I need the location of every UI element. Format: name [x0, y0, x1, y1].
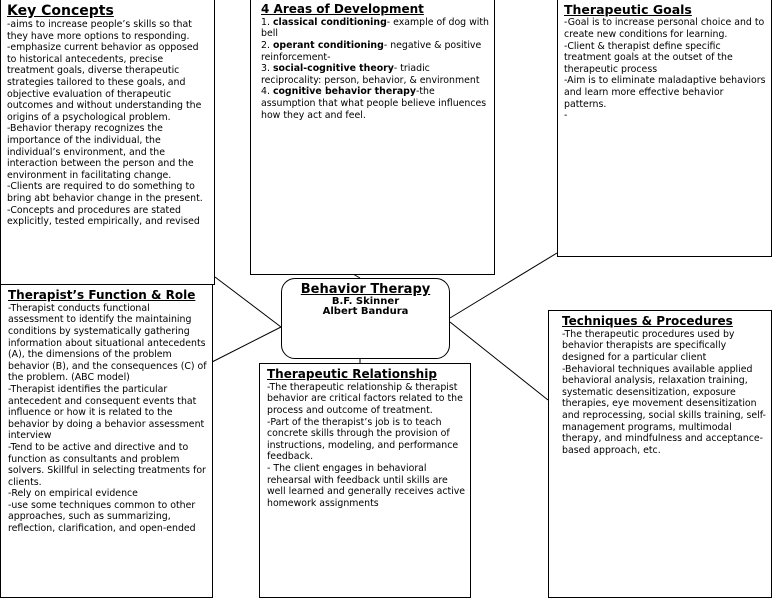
- areas-list: [261, 17, 490, 121]
- area-desc: - example of dog with bell: [261, 16, 489, 40]
- connector-line: [215, 277, 281, 327]
- center-title-box: [281, 278, 450, 359]
- area-term: operant conditioning: [272, 39, 384, 51]
- area-number: 1.: [261, 16, 273, 28]
- relationship-text: -The therapeutic relationship & therapist behavior are critical factors related to the process and outcome of treatment. -Part of the therapist’s job is to teach concrete skills through the provision of instructions, modeling, and performance feedback. - The client engages in behavioral rehearsal with feedback until skills are well learned and generally receives active homework assignments: [267, 381, 466, 509]
- area-term: classical conditioning: [272, 16, 387, 28]
- area-desc: - triadic reciprocality: person, behavior, & environment: [261, 63, 480, 86]
- center-author-1: B.F. Skinner: [331, 296, 400, 307]
- areas-box: [250, 0, 495, 275]
- center-author-2: Albert Bandura: [322, 306, 409, 317]
- area-item: [261, 17, 490, 40]
- area-desc: -the assumption that what people believe influences how they act and feel.: [261, 86, 487, 121]
- area-item: [261, 63, 490, 86]
- area-desc: - negative & positive reinforcement-: [261, 39, 482, 63]
- area-number: 3.: [261, 63, 273, 75]
- area-item: [261, 40, 490, 63]
- techniques-text: -The therapeutic procedures used by behavior therapists are specifically designed for a particular client -Behavioral techniques available applied behavioral analysis, relaxation training, systematic desensitization, exposure therapies, eye movement desensitization and reprocessing, social skills training, self-management programs, multimodal therapy, and mindfulness and acceptance-based approach, etc.: [562, 328, 766, 456]
- techniques-title: Techniques & Procedures: [562, 314, 733, 328]
- areas-title: 4 Areas of Development: [261, 2, 424, 16]
- area-term: cognitive behavior therapy: [272, 86, 416, 98]
- relationship-box: [259, 363, 471, 598]
- techniques-box: [548, 310, 772, 598]
- goals-box: [557, 0, 772, 257]
- area-number: 2.: [261, 39, 273, 51]
- function-role-box: [0, 284, 213, 598]
- key-concepts-text: -aims to increase people’s skills so that they have more options to responding. -emphasize current behavior as opposed to historical antecedents, precise treatment goals, diverse therapeutic strategies tailored to these goals, and objective evaluation of therapeutic outcomes and without understanding the origins of a psychological problem. -Behavior therapy recognizes the importance of the individual, the individual’s environment, and the interaction between the person and the environment in facilitating change. -Clients are required to do something to bring abt behavior change in the present. -Concepts and procedures are stated explicitly, tested empirically, and revised: [7, 19, 203, 228]
- connector-line: [212, 327, 281, 362]
- key-concepts-box: [0, 0, 215, 285]
- area-number: 4.: [261, 86, 273, 98]
- key-concepts-title: Key Concepts: [7, 3, 114, 19]
- function-role-title: Therapist’s Function & Role: [8, 288, 196, 302]
- goals-text: -Goal is to increase personal choice and to create new conditions for learning. -Client & therapist define specific treatment goals at the outset of the therapeutic process -Aim is to eliminate maladaptive behaviors and learn more effective behavior patterns. -: [564, 17, 766, 122]
- goals-title: Therapeutic Goals: [564, 2, 692, 17]
- relationship-title: Therapeutic Relationship: [267, 367, 437, 381]
- center-title: Behavior Therapy: [300, 282, 431, 297]
- area-item: [261, 86, 490, 121]
- area-term: social-cognitive theory: [272, 63, 394, 75]
- function-role-text: -Therapist conducts functional assessment to identify the maintaining conditions by systematically gathering information about situational antecedents (A), the dimensions of the problem behavior (B), and the consequences (C) of the problem. (ABC model) -Therapist identifies the particular antecedent and consequent events that influence or how it is related to the behavior by doing a behavior assessment interview -Tend to be active and directive and to function as consultants and problem solvers. Skillful in selecting treatments for clients. -Rely on empirical evidence -use some techniques common to other approaches, such as summarizing, reflection, clarification, and open-ended: [8, 302, 207, 535]
